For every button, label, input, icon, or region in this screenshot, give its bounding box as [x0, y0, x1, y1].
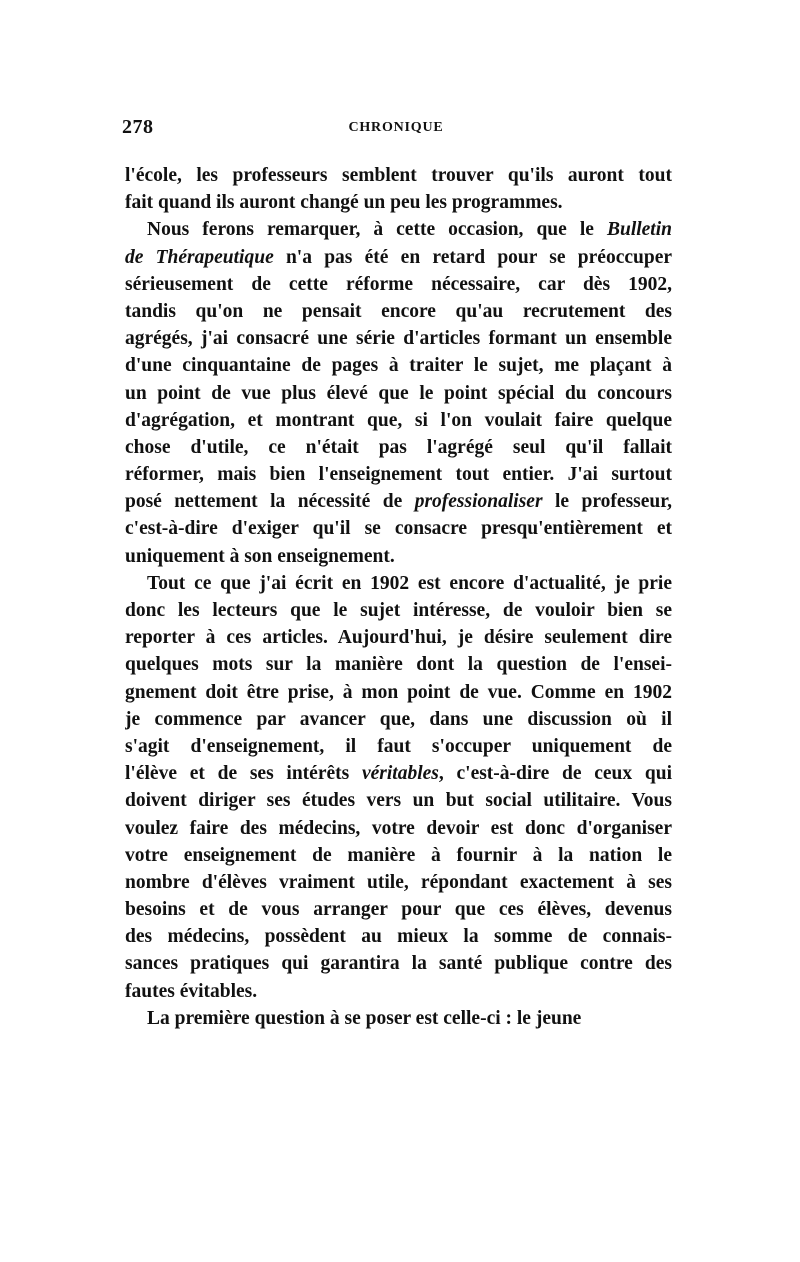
paragraph — [125, 570, 672, 1005]
text-line: votre enseignement de manière à fournir à la nation le — [125, 844, 672, 866]
paragraph — [125, 216, 672, 569]
text-line: l'école, les professeurs semblent trouver qu'ils auront tout — [125, 165, 672, 186]
text-line: nombre d'élèves vraiment utile, répondant exactement à ses — [125, 871, 672, 893]
running-header — [122, 116, 670, 144]
paragraph — [125, 162, 672, 216]
text-line: uniquement à son enseignement. — [125, 545, 395, 567]
text-line: de Thérapeutique n'a pas été en retard pour se préoccuper — [125, 246, 672, 268]
body-text — [125, 162, 672, 1032]
page-number: 278 — [122, 116, 154, 138]
text-line: donc les lecteurs que le sujet intéresse, de vouloir bien se — [125, 600, 672, 621]
paragraph — [125, 1005, 672, 1032]
text-line: Tout ce que j'ai écrit en 1902 est encore d'actualité, je prie — [147, 572, 672, 594]
text-line: doivent diriger ses études vers un but social utilitaire. Vous — [125, 790, 672, 812]
text-line: chose d'utile, ce n'était pas l'agrégé seul qu'il fallait — [125, 436, 672, 458]
text-line: tandis qu'on ne pensait encore qu'au recrutement des — [125, 300, 672, 322]
text-line: fautes évitables. — [125, 980, 258, 1002]
text-line: des médecins, possèdent au mieux la somme de connais- — [125, 926, 672, 948]
text-line: réformer, mais bien l'enseignement tout entier. J'ai surtout — [125, 464, 672, 486]
text-line: je commence par avancer que, dans une discussion où il — [125, 708, 672, 730]
text-line: reporter à ces articles. Aujourd'hui, je désire seulement dire — [125, 627, 672, 649]
text-line: sérieusement de cette réforme nécessaire, car dès 1902, — [125, 273, 672, 295]
text-line: quelques mots sur la manière dont la question de l'ensei- — [125, 654, 672, 676]
text-line: s'agit d'enseignement, il faut s'occuper uniquement de — [125, 735, 672, 757]
text-line: agrégés, j'ai consacré une série d'articles formant un ensemble — [125, 328, 672, 350]
text-line: La première question à se poser est celle-ci : le jeune — [147, 1007, 582, 1029]
running-title: CHRONIQUE — [348, 120, 444, 135]
text-line: fait quand ils auront changé un peu les programmes. — [125, 192, 563, 214]
text-line: c'est-à-dire d'exiger qu'il se consacre presqu'entièrement et — [125, 518, 672, 540]
text-line: l'élève et de ses intérêts véritables, c'est-à-dire de ceux qui — [125, 763, 672, 785]
text-line: Nous ferons remarquer, à cette occasion, que le Bulletin — [147, 219, 672, 241]
text-line: d'agrégation, et montrant que, si l'on voulait faire quelque — [125, 409, 672, 431]
text-line: gnement doit être prise, à mon point de vue. Comme en 1902 — [125, 681, 672, 703]
text-line: voulez faire des médecins, votre devoir est donc d'organiser — [125, 817, 672, 839]
text-line: un point de vue plus élevé que le point spécial du concours — [125, 382, 672, 404]
text-line: sances pratiques qui garantira la santé publique contre des — [125, 953, 672, 975]
text-line: posé nettement la nécessité de professionaliser le professeur, — [125, 491, 672, 513]
text-line: besoins et de vous arranger pour que ces élèves, devenus — [125, 899, 672, 921]
text-line: d'une cinquantaine de pages à traiter le sujet, me plaçant à — [125, 355, 672, 377]
